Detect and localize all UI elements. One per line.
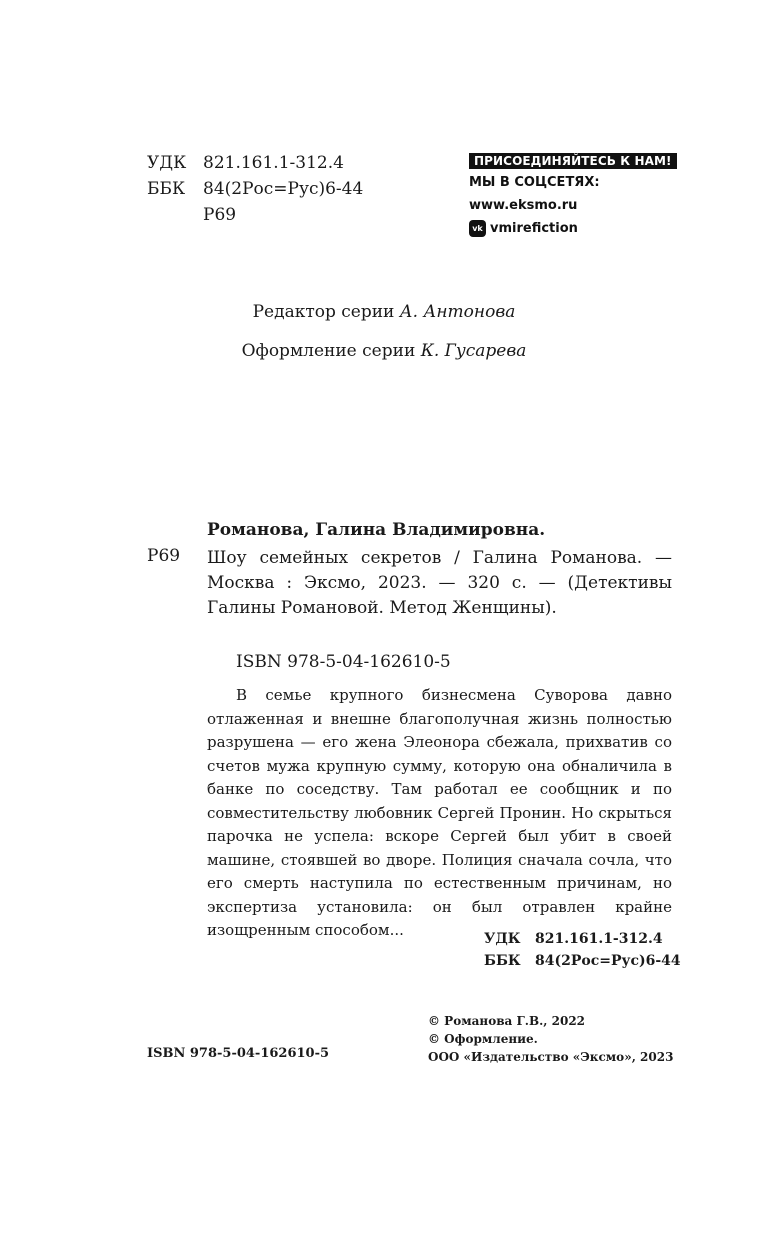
copyright-block — [428, 1012, 673, 1066]
footer-bbk-label: ББК — [484, 953, 521, 969]
copyright-design: © Оформление. — [428, 1032, 538, 1046]
series-design-credit — [0, 341, 768, 361]
design-name: К. Гусарева — [420, 341, 527, 361]
social-banner: ПРИСОЕДИНЯЙТЕСЬ К НАМ! — [469, 153, 677, 169]
footer-bbk-row — [484, 950, 681, 972]
copyright-publisher: ООО «Издательство «Эксмо», 2023 — [428, 1050, 674, 1064]
footer-udk-label: УДК — [484, 931, 521, 947]
footer-udk-row — [484, 928, 681, 950]
udk-label: УДК — [147, 153, 187, 173]
author-heading: Романова, Галина Владимировна. — [207, 520, 546, 540]
vk-icon: vk — [469, 220, 486, 237]
social-block — [469, 153, 677, 238]
footer-classification — [484, 928, 681, 972]
isbn-footer: ISBN 978-5-04-162610-5 — [147, 1046, 330, 1061]
author-sign: Р69 — [203, 205, 237, 225]
classification-block — [147, 150, 363, 228]
bibliographic-description: Шоу семейных секретов / Галина Романова. — Москва : Эксмо, 2023. — 320 с. — (Детективы Галины Романовой. Метод Женщины). — [207, 548, 672, 618]
udk-row — [147, 150, 363, 176]
annotation-text: В семье крупного бизнесмена Суворова давно отлаженная и внешне благополучная жизнь полностью разрушена — его жена Элеонора сбежала, прихватив со счетов мужа крупную сумму, которую она обналичила в банке по соседству. Там работал ее сообщник и по совместительству любовник Сергей Пронин. Но скрыться парочка не успела: вскоре Сергей был убит в своей машине, стоявшей во дворе. Полиция сначала сочла, что его смерть наступила по естественным причинам, но экспертиза установила: он был отравлен крайне изощренным способом... — [207, 686, 672, 939]
website-link[interactable]: www.eksmo.ru — [469, 198, 578, 213]
bibliographic-code: Р69 — [147, 546, 181, 566]
bbk-row — [147, 176, 363, 202]
udk-value: 821.161.1-312.4 — [203, 153, 344, 173]
copyright-author: © Романова Г.В., 2022 — [428, 1014, 586, 1028]
isbn-main: ISBN 978-5-04-162610-5 — [236, 652, 451, 672]
vk-link[interactable] — [469, 219, 677, 238]
author-sign-row — [147, 202, 363, 228]
editor-label: Редактор серии — [252, 302, 395, 322]
social-subtitle: МЫ В СОЦСЕТЯХ: — [469, 175, 600, 190]
vk-handle: vmirefiction — [490, 221, 578, 236]
footer-udk-value: 821.161.1-312.4 — [535, 931, 663, 947]
bbk-value: 84(2Рос=Рус)6-44 — [203, 179, 364, 199]
series-editor-credit — [0, 302, 768, 322]
design-label: Оформление серии — [241, 341, 416, 361]
bbk-label: ББК — [147, 179, 186, 199]
editor-name: А. Антонова — [399, 302, 516, 322]
footer-bbk-value: 84(2Рос=Рус)6-44 — [535, 953, 681, 969]
